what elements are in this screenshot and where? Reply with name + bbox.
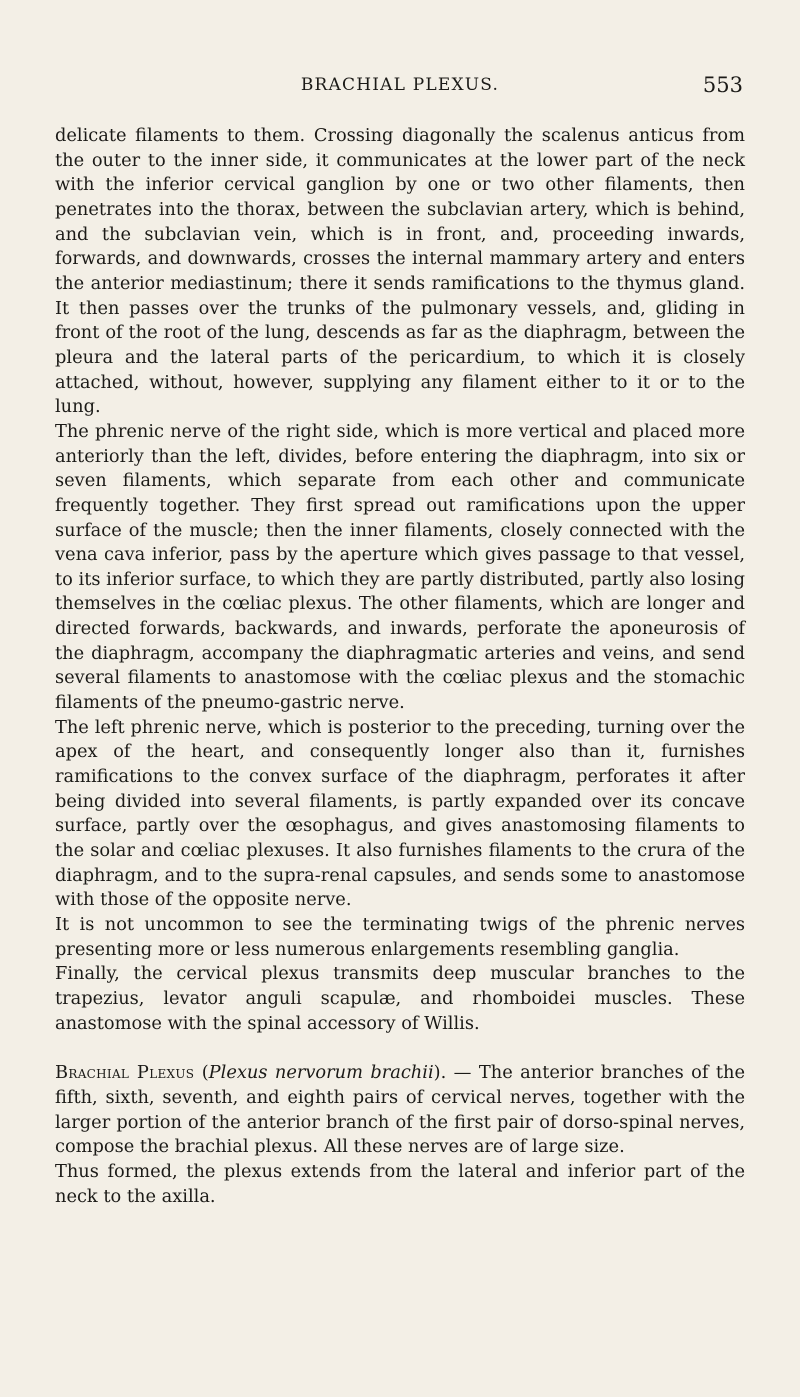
em-dash: —	[446, 1062, 479, 1084]
section-heading: Brachial Plexus	[55, 1062, 195, 1084]
paragraph-left-phrenic: The left phrenic nerve, which is posterior to the preceding, turning over the apex of the heart, and consequently longer also than it, furnishes ramifications to the convex surface of the diaphragm, perforates it after being divided into several filaments, is partly expanded over its concave surface, partly over the œsophagus, and gives anastomosing filaments to the solar and cœliac plexuses. It also furnishes filaments to the crura of the diaphragm, and to the supra-renal capsules, and sends some to anastomose with those of the opposite nerve.	[55, 716, 745, 911]
paragraph-muscular-branches: Finally, the cervical plexus transmits deep muscular branches to the trapezius, levator anguli scapulæ, and rhomboidei muscles. These anastomose with the spinal accessory of Willis.	[55, 963, 745, 1034]
brachial-plexus-section	[55, 1061, 745, 1209]
section-lead-paragraph	[55, 1061, 745, 1160]
body-text	[55, 124, 745, 1209]
latin-close-paren: ).	[433, 1062, 447, 1084]
latin-name: Plexus nervorum brachii	[208, 1062, 434, 1084]
running-head: BRACHIAL PLEXUS.	[300, 75, 500, 95]
paragraph-ganglia: It is not uncommon to see the terminating twigs of the phrenic nerves presenting more or less numerous enlargements resembling ganglia.	[55, 914, 745, 960]
page-number: 553	[702, 73, 743, 97]
page-header	[55, 75, 745, 105]
paragraph-right-phrenic: The phrenic nerve of the right side, which is more vertical and placed more anteriorly than the left, divides, before entering the diaphragm, into six or seven filaments, which separate from each other and communicate frequently together. They first spread out ramifications upon the upper surface of the muscle; then the inner filaments, closely connected with the vena cava inferior, pass by the aperture which gives passage to that vessel, to its inferior surface, to which they are partly distributed, partly also losing themselves in the cœliac plexus. The other filaments, which are longer and directed forwards, backwards, and inwards, perforate the aponeurosis of the diaphragm, accompany the diaphragmatic arteries and veins, and send several filaments to anastomose with the cœliac plexus and the stomachic filaments of the pneumo-gastric nerve.	[55, 420, 746, 714]
section-paragraph-2: Thus formed, the plexus extends from the lateral and inferior part of the neck to the axilla.	[55, 1160, 745, 1207]
paragraph-continuation: delicate filaments to them. Crossing diagonally the scalenus anticus from the outer to the inner side, it communicates at the lower part of the neck with the inferior cervical ganglion by one or two other filaments, then penetrates into the thorax, between the subclavian artery, which is behind, and the subclavian vein, which is in front, and, proceeding inwards, forwards, and downwards, crosses the internal mammary artery and enters the anterior mediastinum; there it sends ramifications to the thymus gland. It then passes over the trunks of the pulmonary vessels, and, gliding in front of the root of the lung, descends as far as the diaphragm, between the pleura and the lateral parts of the pericardium, to which it is closely attached, without, however, supplying any filament either to it or to the lung.	[55, 125, 745, 418]
latin-open-paren: (	[201, 1062, 209, 1084]
section-lead-text: The anterior branches of the fifth, sixth, seventh, and eighth pairs of cervical nerves, together with the larger portion of the anterior branch of the first pair of dorso-spinal nerves, compose the brachial plexus. All these nerves are of large size.	[55, 1062, 745, 1158]
